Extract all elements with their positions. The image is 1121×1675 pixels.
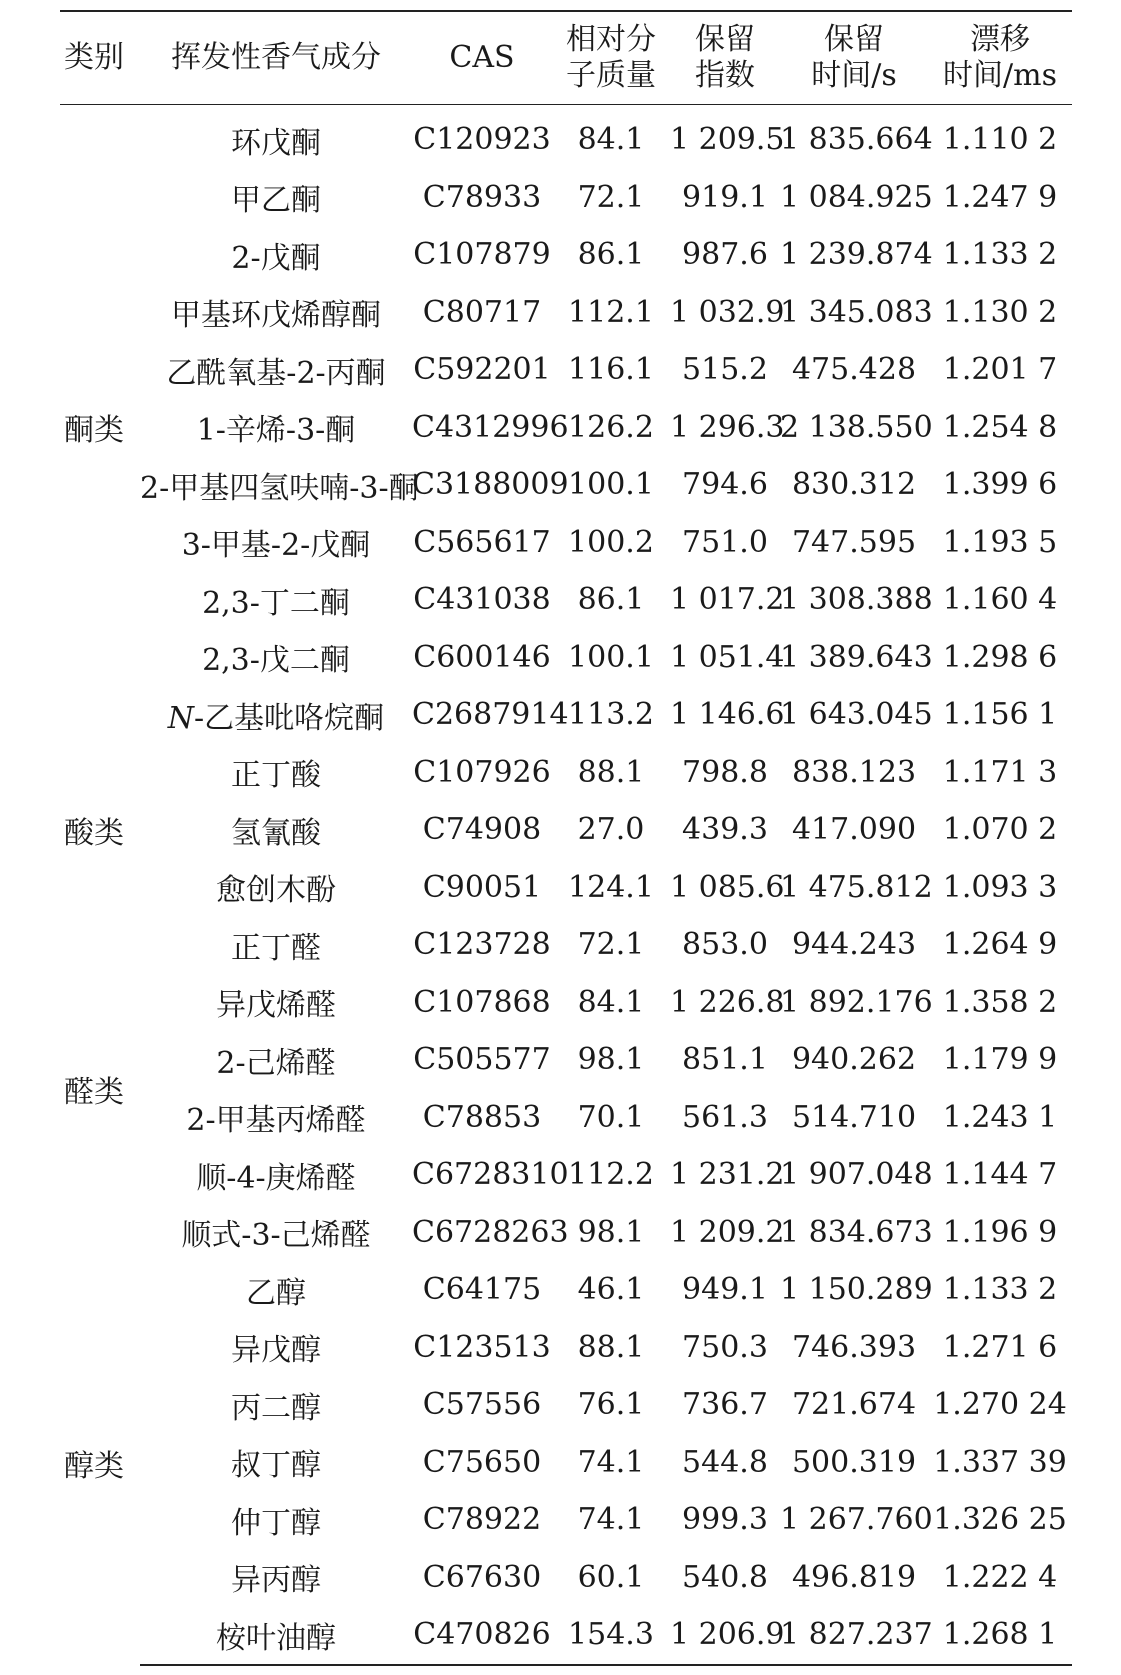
drift-time-cell: 1.201 7 (942, 352, 1058, 388)
retention-time-cell: 830.312 (791, 467, 917, 503)
drift-time-cell: 1.337 39 (933, 1444, 1067, 1480)
drift-time-cell: 1.156 1 (942, 697, 1058, 733)
table-row (60, 169, 1072, 227)
table-row (60, 1031, 1072, 1089)
header-rt-line1: 保留 (824, 22, 884, 57)
retention-time-cell: 496.819 (791, 1559, 917, 1595)
header-dt-line1: 漂移 (970, 22, 1030, 57)
retention-index-cell: 750.3 (682, 1329, 768, 1365)
header-drift-time (928, 11, 1072, 105)
cas-number-cell: C592201 (413, 352, 551, 388)
header-compound: 挥发性香气成分 (171, 40, 381, 75)
molecular-weight-cell: 74.1 (577, 1502, 645, 1538)
retention-time-cell: 1 389.643 (780, 639, 933, 675)
table-row (60, 974, 1072, 1032)
compound-name-cell: 甲基环戊烯醇酮 (171, 298, 381, 334)
retention-index-cell: 1 085.6 (670, 869, 785, 905)
table-row (60, 1434, 1072, 1492)
retention-index-cell: 1 017.2 (670, 582, 785, 618)
retention-time-cell: 1 835.664 (780, 122, 933, 158)
molecular-weight-cell: 70.1 (577, 1099, 645, 1135)
cas-number-cell: C74908 (422, 812, 542, 848)
molecular-weight-cell: 72.1 (577, 179, 645, 215)
cas-number-cell: C80717 (422, 294, 542, 330)
retention-time-cell: 1 239.874 (780, 237, 933, 273)
compound-name-cell: 2,3-戊二酮 (202, 643, 350, 679)
molecular-weight-cell: 100.1 (568, 467, 654, 503)
table-row (60, 1204, 1072, 1262)
retention-time-cell: 1 267.760 (780, 1502, 933, 1538)
category-cell: 酮类 (64, 413, 124, 449)
drift-time-cell: 1.130 2 (942, 294, 1058, 330)
table-row (60, 1319, 1072, 1377)
table-header (60, 11, 1072, 105)
retention-index-cell: 1 146.6 (670, 697, 785, 733)
retention-time-cell: 1 084.925 (780, 179, 933, 215)
table-row (60, 284, 1072, 342)
retention-time-cell: 514.710 (791, 1099, 917, 1135)
table-row (60, 1491, 1072, 1549)
molecular-weight-cell: 112.1 (568, 294, 654, 330)
volatile-compounds-table (60, 10, 1072, 1666)
header-molecular-weight (552, 11, 670, 105)
compound-name-cell: 异戊醇 (231, 1333, 321, 1369)
compound-name-cell: 顺式-3-己烯醛 (181, 1218, 371, 1254)
cas-number-cell: C2687914 (412, 697, 569, 733)
cas-number-cell: C107879 (413, 237, 551, 273)
retention-time-cell: 1 834.673 (780, 1214, 933, 1250)
cas-number-cell: C505577 (413, 1042, 551, 1078)
table-row (60, 399, 1072, 457)
cas-number-cell: C78922 (422, 1502, 542, 1538)
table-row (60, 571, 1072, 629)
molecular-weight-cell: 88.1 (577, 1329, 645, 1365)
table-row (60, 456, 1072, 514)
retention-time-cell: 940.262 (791, 1042, 917, 1078)
molecular-weight-cell: 100.1 (568, 639, 654, 675)
molecular-weight-cell: 88.1 (577, 754, 645, 790)
table-row (60, 226, 1072, 284)
drift-time-cell: 1.268 1 (928, 1606, 1072, 1665)
molecular-weight-cell: 100.2 (568, 524, 654, 560)
category-cell: 酸类 (64, 815, 124, 851)
table-row (60, 1261, 1072, 1319)
retention-time-cell: 1 892.176 (780, 984, 933, 1020)
cas-number-cell: C6728310 (412, 1157, 569, 1193)
header-ri-line1: 保留 (695, 22, 755, 57)
retention-time-cell: 746.393 (791, 1329, 917, 1365)
cas-number-cell: C67630 (422, 1559, 542, 1595)
retention-time-cell: 1 907.048 (780, 1157, 933, 1193)
header-mw-line2: 子质量 (566, 58, 656, 93)
retention-index-cell: 736.7 (682, 1387, 768, 1423)
drift-time-cell: 1.399 6 (942, 467, 1058, 503)
header-rt-line2: 时间/s (811, 58, 897, 93)
table-row (60, 341, 1072, 399)
compound-name-cell: 乙酰氧基-2-丙酮 (166, 355, 386, 391)
compound-name-cell: 2-戊酮 (231, 240, 321, 276)
compound-name-cell: 异戊烯醛 (216, 988, 336, 1024)
molecular-weight-cell: 76.1 (577, 1387, 645, 1423)
category-cell: 醇类 (64, 1448, 124, 1484)
retention-index-cell: 851.1 (682, 1042, 768, 1078)
retention-index-cell: 540.8 (682, 1559, 768, 1595)
compound-name-cell: 3-甲基-2-戊酮 (181, 528, 371, 564)
drift-time-cell: 1.271 6 (942, 1329, 1058, 1365)
drift-time-cell: 1.326 25 (933, 1502, 1067, 1538)
cas-number-cell: C64175 (422, 1272, 542, 1308)
molecular-weight-cell: 86.1 (577, 237, 645, 273)
retention-time-cell: 1 827.237 (780, 1606, 928, 1665)
drift-time-cell: 1.110 2 (942, 122, 1058, 158)
retention-index-cell: 949.1 (682, 1272, 768, 1308)
retention-index-cell: 987.6 (682, 237, 768, 273)
retention-time-cell: 721.674 (791, 1387, 917, 1423)
compound-table-container (60, 10, 1072, 1666)
drift-time-cell: 1.171 3 (942, 754, 1058, 790)
header-retention-index (670, 11, 780, 105)
molecular-weight-cell: 46.1 (577, 1272, 645, 1308)
table-row (60, 105, 1072, 169)
table-row (60, 629, 1072, 687)
table-row (60, 686, 1072, 744)
retention-index-cell: 798.8 (682, 754, 768, 790)
molecular-weight-cell: 113.2 (568, 697, 654, 733)
drift-time-cell: 1.264 9 (942, 927, 1058, 963)
retention-time-cell: 1 150.289 (780, 1272, 933, 1308)
category-cell: 醛类 (64, 1074, 124, 1110)
table-row (60, 801, 1072, 859)
drift-time-cell: 1.270 24 (933, 1387, 1067, 1423)
molecular-weight-cell: 27.0 (577, 812, 645, 848)
retention-index-cell: 1 206.9 (670, 1606, 780, 1665)
cas-number-cell: C90051 (422, 869, 542, 905)
drift-time-cell: 1.093 3 (942, 869, 1058, 905)
compound-name-cell: 环戊酮 (231, 125, 321, 161)
cas-number-cell: C107868 (413, 984, 551, 1020)
cas-number-cell: C75650 (422, 1444, 542, 1480)
compound-name-cell: 愈创木酚 (216, 873, 336, 909)
compound-name-cell: 2-己烯醛 (216, 1045, 336, 1081)
drift-time-cell: 1.358 2 (942, 984, 1058, 1020)
cas-number-cell: C431038 (413, 582, 551, 618)
retention-time-cell: 747.595 (791, 524, 917, 560)
header-cas: CAS (449, 40, 515, 75)
compound-name-cell: 异丙醇 (231, 1563, 321, 1599)
molecular-weight-cell: 116.1 (568, 352, 654, 388)
cas-number-cell: C600146 (413, 639, 551, 675)
compound-name-cell: N-乙基吡咯烷酮 (167, 700, 385, 736)
cas-number-cell: C123513 (413, 1329, 551, 1365)
table-row (60, 1549, 1072, 1607)
drift-time-cell: 1.160 4 (942, 582, 1058, 618)
drift-time-cell: 1.247 9 (942, 179, 1058, 215)
retention-time-cell: 475.428 (791, 352, 917, 388)
drift-time-cell: 1.133 2 (942, 237, 1058, 273)
retention-time-cell: 500.319 (791, 1444, 917, 1480)
table-row (60, 1376, 1072, 1434)
cas-number-cell: C3188009 (412, 467, 569, 503)
table-row (60, 916, 1072, 974)
molecular-weight-cell: 112.2 (568, 1157, 654, 1193)
compound-name-cell: 2-甲基丙烯醛 (186, 1103, 366, 1139)
table-row (60, 514, 1072, 572)
cas-number-cell: C107926 (413, 754, 551, 790)
retention-time-cell: 1 345.083 (780, 294, 933, 330)
compound-name-cell: 氢氰酸 (231, 815, 321, 851)
header-dt-line2: 时间/ms (943, 58, 1057, 93)
retention-time-cell: 2 138.550 (780, 409, 933, 445)
molecular-weight-cell: 74.1 (577, 1444, 645, 1480)
drift-time-cell: 1.133 2 (942, 1272, 1058, 1308)
molecular-weight-cell: 86.1 (577, 582, 645, 618)
table-row (60, 859, 1072, 917)
header-category: 类别 (64, 40, 124, 75)
molecular-weight-cell: 84.1 (577, 984, 645, 1020)
retention-time-cell: 838.123 (791, 754, 917, 790)
drift-time-cell: 1.196 9 (942, 1214, 1058, 1250)
drift-time-cell: 1.243 1 (942, 1099, 1058, 1135)
cas-number-cell: C120923 (413, 122, 551, 158)
retention-index-cell: 1 296.3 (670, 409, 785, 445)
retention-time-cell: 1 643.045 (780, 697, 933, 733)
table-body (60, 105, 1072, 1665)
retention-index-cell: 515.2 (682, 352, 768, 388)
cas-number-cell: C470826 (412, 1606, 552, 1665)
compound-name-cell: 乙醇 (246, 1275, 306, 1311)
drift-time-cell: 1.193 5 (942, 524, 1058, 560)
retention-index-cell: 1 226.8 (670, 984, 785, 1020)
drift-time-cell: 1.254 8 (942, 409, 1058, 445)
header-ri-line2: 指数 (695, 58, 755, 93)
retention-index-cell: 919.1 (682, 179, 768, 215)
retention-time-cell: 944.243 (791, 927, 917, 963)
header-retention-time (780, 11, 928, 105)
header-mw-line1: 相对分 (566, 22, 656, 57)
retention-index-cell: 751.0 (682, 524, 768, 560)
cas-number-cell: C4312996 (412, 409, 569, 445)
compound-name-cell: 2,3-丁二酮 (202, 585, 350, 621)
compound-name-cell: 仲丁醇 (231, 1505, 321, 1541)
retention-index-cell: 999.3 (682, 1502, 768, 1538)
retention-time-cell: 1 308.388 (780, 582, 933, 618)
retention-index-cell: 1 051.4 (670, 639, 785, 675)
retention-index-cell: 1 209.2 (670, 1214, 785, 1250)
molecular-weight-cell: 98.1 (577, 1214, 645, 1250)
retention-index-cell: 561.3 (682, 1099, 768, 1135)
table-row (60, 1089, 1072, 1147)
molecular-weight-cell: 84.1 (577, 122, 645, 158)
molecular-weight-cell: 124.1 (568, 869, 654, 905)
cas-number-cell: C6728263 (412, 1214, 569, 1250)
retention-index-cell: 1 209.5 (670, 122, 785, 158)
compound-name-cell: 正丁酸 (231, 758, 321, 794)
cas-number-cell: C57556 (422, 1387, 542, 1423)
retention-index-cell: 853.0 (682, 927, 768, 963)
molecular-weight-cell: 72.1 (577, 927, 645, 963)
compound-name-cell: 甲乙酮 (231, 183, 321, 219)
compound-name-cell: 叔丁醇 (231, 1448, 321, 1484)
molecular-weight-cell: 154.3 (552, 1606, 670, 1665)
drift-time-cell: 1.179 9 (942, 1042, 1058, 1078)
retention-index-cell: 1 231.2 (670, 1157, 785, 1193)
molecular-weight-cell: 60.1 (577, 1559, 645, 1595)
compound-name-cell: 正丁醛 (231, 930, 321, 966)
table-row (60, 744, 1072, 802)
drift-time-cell: 1.144 7 (942, 1157, 1058, 1193)
drift-time-cell: 1.222 4 (942, 1559, 1058, 1595)
retention-index-cell: 1 032.9 (670, 294, 785, 330)
header-row (60, 11, 1072, 105)
compound-name-cell: 2-甲基四氢呋喃-3-酮 (140, 470, 419, 506)
cas-number-cell: C123728 (413, 927, 551, 963)
retention-index-cell: 544.8 (682, 1444, 768, 1480)
retention-index-cell: 439.3 (682, 812, 768, 848)
compound-name-cell: 1-辛烯-3-酮 (196, 413, 356, 449)
drift-time-cell: 1.298 6 (942, 639, 1058, 675)
cas-number-cell: C565617 (413, 524, 551, 560)
retention-time-cell: 417.090 (791, 812, 917, 848)
compound-name-cell: 顺-4-庚烯醛 (196, 1160, 356, 1196)
molecular-weight-cell: 98.1 (577, 1042, 645, 1078)
drift-time-cell: 1.070 2 (942, 812, 1058, 848)
compound-name-cell: 丙二醇 (231, 1390, 321, 1426)
cas-number-cell: C78853 (422, 1099, 542, 1135)
molecular-weight-cell: 126.2 (568, 409, 654, 445)
table-row (60, 1606, 1072, 1665)
retention-time-cell: 1 475.812 (780, 869, 933, 905)
retention-index-cell: 794.6 (682, 467, 768, 503)
compound-name-cell: 桉叶油醇 (140, 1606, 412, 1665)
cas-number-cell: C78933 (422, 179, 542, 215)
table-row (60, 1146, 1072, 1204)
